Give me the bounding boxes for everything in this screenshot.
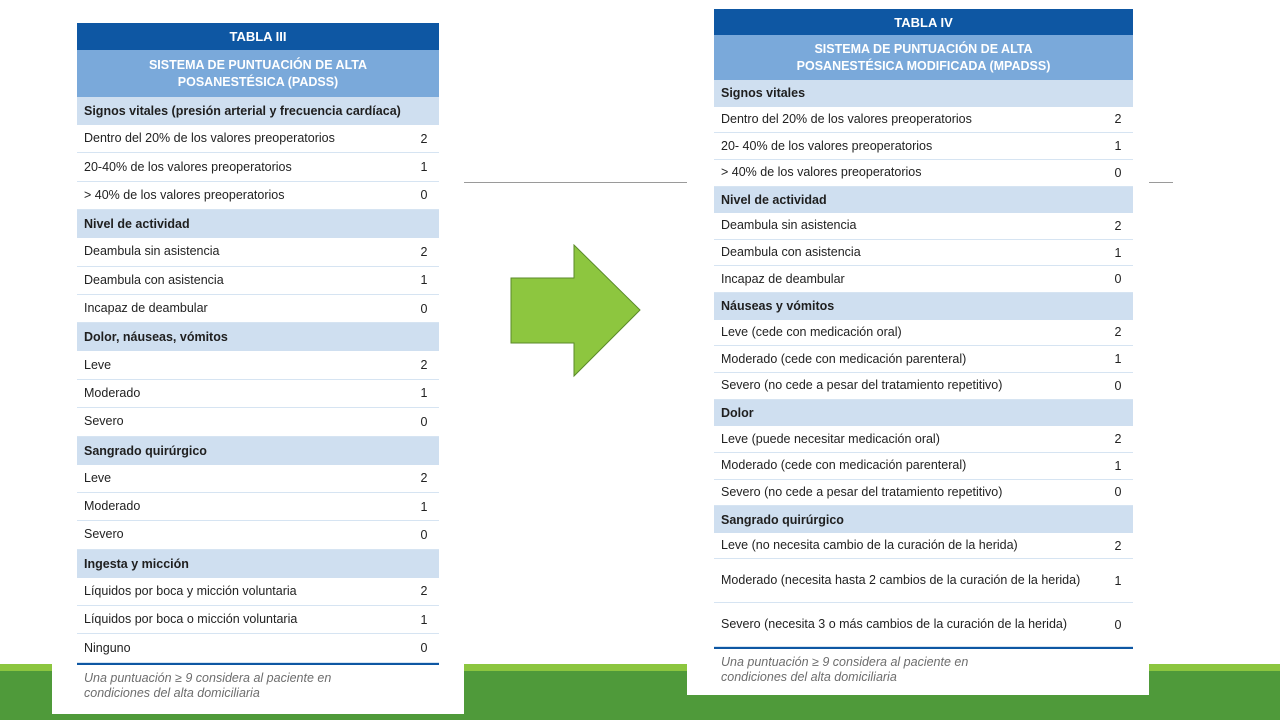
section-heading: Signos vitales [714,80,1133,107]
table-row [714,107,1133,134]
criterion-label: Severo (necesita 3 o más cambios de la curación de la herida) [721,617,1068,632]
criterion-label: > 40% de los valores preoperatorios [721,165,922,180]
right-arrow-icon [509,244,644,379]
score-value: 0 [420,527,428,542]
table-row [714,346,1133,373]
table3-footnote-line2: condiciones del alta domiciliaria [84,685,260,700]
criterion-label: Líquidos por boca o micción voluntaria [84,612,298,627]
criterion-label: Severo (no cede a pesar del tratamiento repetitivo) [721,378,1003,393]
table3-footnote-line1: Una puntuación ≥ 9 considera al paciente en [84,670,332,685]
score-value: 1 [1114,573,1122,588]
table3-card [52,0,464,714]
table3-body [77,97,439,663]
table-row [714,240,1133,267]
table4-footnote-line1: Una puntuación ≥ 9 considera al paciente en [721,655,969,670]
table3-title: TABLA III [77,23,439,50]
criterion-label: Incapaz de deambular [721,271,845,286]
table-row [714,266,1133,293]
table4-subtitle [714,35,1133,80]
criterion-label: Moderado [84,385,141,400]
criterion-label: > 40% de los valores preoperatorios [84,187,285,202]
table4-title: TABLA IV [714,9,1133,35]
criterion-label: Severo [84,527,124,542]
score-value: 1 [420,612,428,627]
score-value: 1 [1114,458,1122,473]
criterion-label: Deambula con asistencia [721,245,861,260]
criterion-label: Moderado (cede con medicación parenteral) [721,351,967,366]
score-value: 2 [1114,325,1122,340]
table-row [77,408,439,436]
table-row [714,213,1133,240]
table4-footnote-line2: condiciones del alta domiciliaria [721,670,897,685]
table3-subtitle [77,50,439,97]
table-row [77,295,439,323]
score-value: 2 [420,358,428,373]
score-value: 0 [1114,485,1122,500]
score-value: 2 [420,471,428,486]
table-row [714,533,1133,560]
score-value: 1 [420,386,428,401]
table4-card [687,0,1149,695]
score-value: 0 [1114,378,1122,393]
score-value: 0 [1114,165,1122,180]
score-value: 2 [420,244,428,259]
table-row [77,238,439,266]
table-row [77,125,439,153]
criterion-label: Dentro del 20% de los valores preoperatorios [721,111,972,126]
table4 [714,9,1133,689]
score-value: 0 [420,301,428,316]
criterion-label: Deambula sin asistencia [721,218,857,233]
table-row [77,634,439,662]
section-heading: Náuseas y vómitos [714,293,1133,320]
score-value: 2 [420,584,428,599]
table-row [714,426,1133,453]
table-row [714,603,1133,647]
divider-line-right [1149,182,1173,183]
table4-body [714,80,1133,647]
section-heading: Sangrado quirúrgico [77,437,439,465]
score-value: 0 [420,188,428,203]
score-value: 2 [1114,218,1122,233]
criterion-label: Deambula sin asistencia [84,244,220,259]
table-row [77,182,439,210]
table-row [77,606,439,634]
score-value: 0 [420,414,428,429]
score-value: 2 [1114,112,1122,127]
score-value: 1 [1114,245,1122,260]
score-value: 0 [1114,272,1122,287]
criterion-label: Moderado (necesita hasta 2 cambios de la curación de la herida) [721,573,1081,588]
section-heading: Nivel de actividad [77,210,439,238]
score-value: 2 [420,131,428,146]
criterion-label: 20- 40% de los valores preoperatorios [721,138,933,153]
criterion-label: Leve (cede con medicación oral) [721,324,902,339]
table3-subtitle-line2: POSANESTÉSICA (PADSS) [177,74,339,89]
section-heading: Sangrado quirúrgico [714,506,1133,533]
table-row [77,267,439,295]
score-value: 1 [1114,352,1122,367]
table-row [714,320,1133,347]
table4-subtitle-line2: POSANESTÉSICA MODIFICADA (MPADSS) [796,58,1051,73]
table-row [77,521,439,549]
criterion-label: Incapaz de deambular [84,301,208,316]
criterion-label: Leve (puede necesitar medicación oral) [721,431,940,446]
score-value: 0 [420,641,428,656]
score-value: 0 [1114,617,1122,632]
criterion-label: Severo [84,414,124,429]
score-value: 2 [1114,432,1122,447]
criterion-label: Dentro del 20% de los valores preoperatorios [84,131,335,146]
table-row [77,465,439,493]
section-heading: Dolor [714,400,1133,427]
table3-footnote [77,663,439,705]
criterion-label: Leve [84,470,112,485]
criterion-label: Deambula con asistencia [84,272,224,287]
table4-footnote [714,647,1133,689]
table-row [714,480,1133,507]
table-row [77,351,439,379]
table4-subtitle-line1: SISTEMA DE PUNTUACIÓN DE ALTA [814,41,1033,56]
table-row [714,160,1133,187]
score-value: 1 [420,273,428,288]
table-row [77,578,439,606]
table-row [714,559,1133,603]
criterion-label: Moderado [84,499,141,514]
table-row [77,153,439,181]
section-heading: Ingesta y micción [77,550,439,578]
criterion-label: Ninguno [84,640,131,655]
score-value: 1 [1114,139,1122,154]
criterion-label: Moderado (cede con medicación parenteral) [721,458,967,473]
criterion-label: Severo (no cede a pesar del tratamiento repetitivo) [721,484,1003,499]
table-row [714,373,1133,400]
divider-line-left [464,182,687,183]
score-value: 1 [420,160,428,175]
section-heading: Dolor, náuseas, vómitos [77,323,439,351]
table3 [77,23,439,705]
section-heading: Signos vitales (presión arterial y frecuencia cardíaca) [77,97,439,125]
criterion-label: Leve [84,357,112,372]
table-row [77,493,439,521]
table-row [714,133,1133,160]
score-value: 2 [1114,538,1122,553]
score-value: 1 [420,499,428,514]
criterion-label: Leve (no necesita cambio de la curación de la herida) [721,538,1018,553]
table3-subtitle-line1: SISTEMA DE PUNTUACIÓN DE ALTA [148,57,368,72]
criterion-label: Líquidos por boca y micción voluntaria [84,583,297,598]
table-row [77,380,439,408]
section-heading: Nivel de actividad [714,187,1133,214]
table-row [714,453,1133,480]
criterion-label: 20-40% de los valores preoperatorios [84,159,292,174]
